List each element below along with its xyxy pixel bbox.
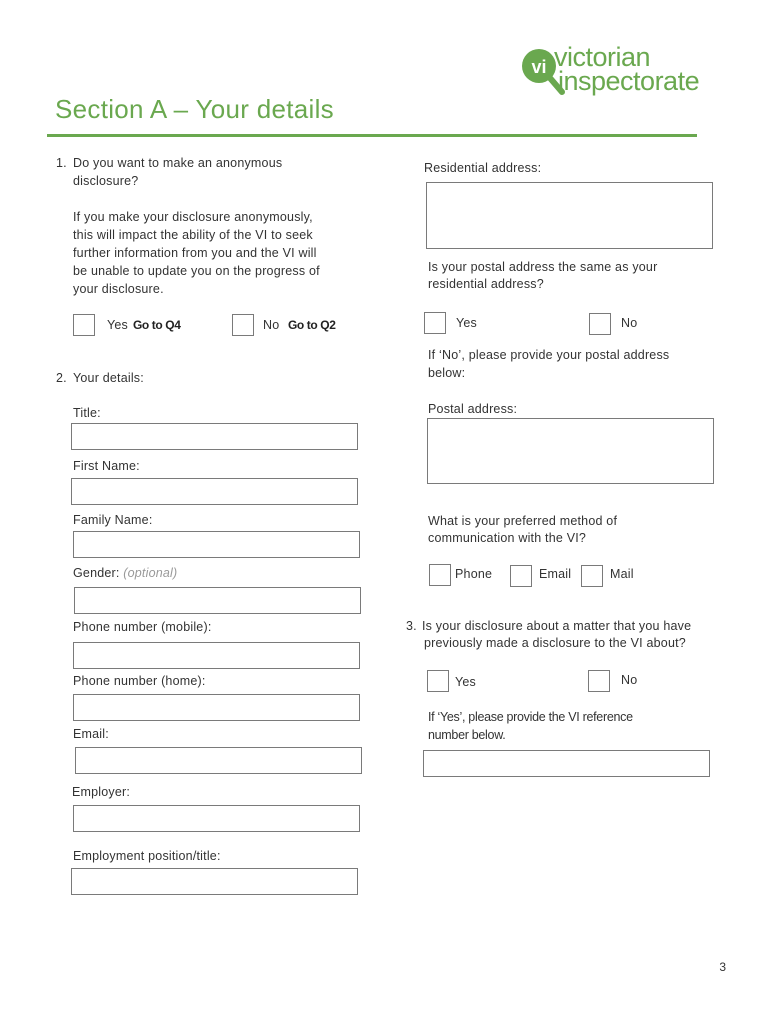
gender-input[interactable]: [74, 587, 361, 614]
q3-no-checkbox[interactable]: [588, 670, 610, 692]
first-name-label: First Name:: [73, 459, 140, 473]
logo-line1: victorian: [554, 42, 651, 72]
communication-email-checkbox[interactable]: [510, 565, 532, 587]
q3-no-label: No: [621, 673, 638, 687]
if-yes-instruction-line1: If ‘Yes’, please provide the VI reference: [428, 710, 633, 724]
communication-mail-label: Mail: [610, 567, 634, 581]
phone-home-input[interactable]: [73, 694, 360, 721]
q1-no-label: No: [263, 318, 280, 332]
phone-mobile-input[interactable]: [73, 642, 360, 669]
position-input[interactable]: [71, 868, 358, 895]
q2-number: 2.: [56, 371, 67, 385]
q3-yes-label: Yes: [455, 675, 476, 689]
email-input[interactable]: [75, 747, 362, 774]
communication-question-line1: What is your preferred method of: [428, 514, 618, 528]
postal-same-yes-checkbox[interactable]: [424, 312, 446, 334]
q3-question-line1: Is your disclosure about a matter that you have: [422, 619, 692, 633]
if-no-instruction-line2: below:: [428, 366, 466, 380]
q3-number: 3.: [406, 619, 417, 633]
q1-info-line: be unable to update you on the progress of: [73, 264, 320, 278]
postal-same-question-line1: Is your postal address the same as your: [428, 260, 658, 274]
logo-line2: inspectorate: [558, 66, 700, 96]
q1-info-line: further information from you and the VI will: [73, 246, 317, 260]
title-input[interactable]: [71, 423, 358, 450]
first-name-input[interactable]: [71, 478, 358, 505]
q1-no-goto: Go to Q2: [288, 318, 336, 332]
vi-reference-input[interactable]: [423, 750, 710, 777]
postal-same-yes-label: Yes: [456, 316, 477, 330]
section-divider: [47, 134, 697, 137]
residential-address-label: Residential address:: [424, 161, 542, 175]
communication-phone-checkbox[interactable]: [429, 564, 451, 586]
postal-same-question-line2: residential address?: [428, 277, 544, 291]
page-number: 3: [719, 960, 726, 974]
section-title: Section A – Your details: [55, 94, 334, 124]
if-no-instruction-line1: If ‘No’, please provide your postal address: [428, 348, 670, 362]
q1-info-line: If you make your disclosure anonymously,: [73, 210, 313, 224]
title-label: Title:: [73, 406, 101, 420]
q1-info-line: your disclosure.: [73, 282, 164, 296]
q1-number: 1.: [56, 156, 67, 170]
position-label: Employment position/title:: [73, 849, 221, 863]
q1-question-line2: disclosure?: [73, 174, 139, 188]
family-name-input[interactable]: [73, 531, 360, 558]
gender-label: [73, 564, 177, 582]
employer-input[interactable]: [73, 805, 360, 832]
phone-home-label: Phone number (home):: [73, 674, 206, 688]
if-yes-instruction-line2: number below.: [428, 728, 506, 742]
q1-question-line1: Do you want to make an anonymous: [73, 156, 283, 170]
employer-label: Employer:: [72, 785, 131, 799]
q1-info-line: this will impact the ability of the VI to seek: [73, 228, 313, 242]
q1-yes-checkbox[interactable]: [73, 314, 95, 336]
gender-label-text: Gender:: [73, 566, 120, 580]
postal-address-label: Postal address:: [428, 402, 518, 416]
q2-label: Your details:: [73, 371, 144, 385]
q3-yes-checkbox[interactable]: [427, 670, 449, 692]
q1-yes-label: Yes: [107, 318, 128, 332]
postal-address-input[interactable]: [427, 418, 714, 484]
postal-same-no-label: No: [621, 316, 638, 330]
logo-mark-text: vi: [531, 57, 547, 77]
communication-question-line2: communication with the VI?: [428, 531, 587, 545]
q3-question-line2: previously made a disclosure to the VI about?: [424, 636, 686, 650]
communication-mail-checkbox[interactable]: [581, 565, 603, 587]
family-name-label: Family Name:: [73, 513, 153, 527]
q1-no-checkbox[interactable]: [232, 314, 254, 336]
communication-phone-label: Phone: [455, 567, 493, 581]
email-label: Email:: [73, 727, 109, 741]
postal-same-no-checkbox[interactable]: [589, 313, 611, 335]
gender-optional-note: (optional): [123, 566, 178, 580]
q1-yes-goto: Go to Q4: [133, 318, 181, 332]
phone-mobile-label: Phone number (mobile):: [73, 620, 212, 634]
victorian-inspectorate-logo: [518, 40, 718, 100]
residential-address-input[interactable]: [426, 182, 713, 249]
communication-email-label: Email: [539, 567, 572, 581]
